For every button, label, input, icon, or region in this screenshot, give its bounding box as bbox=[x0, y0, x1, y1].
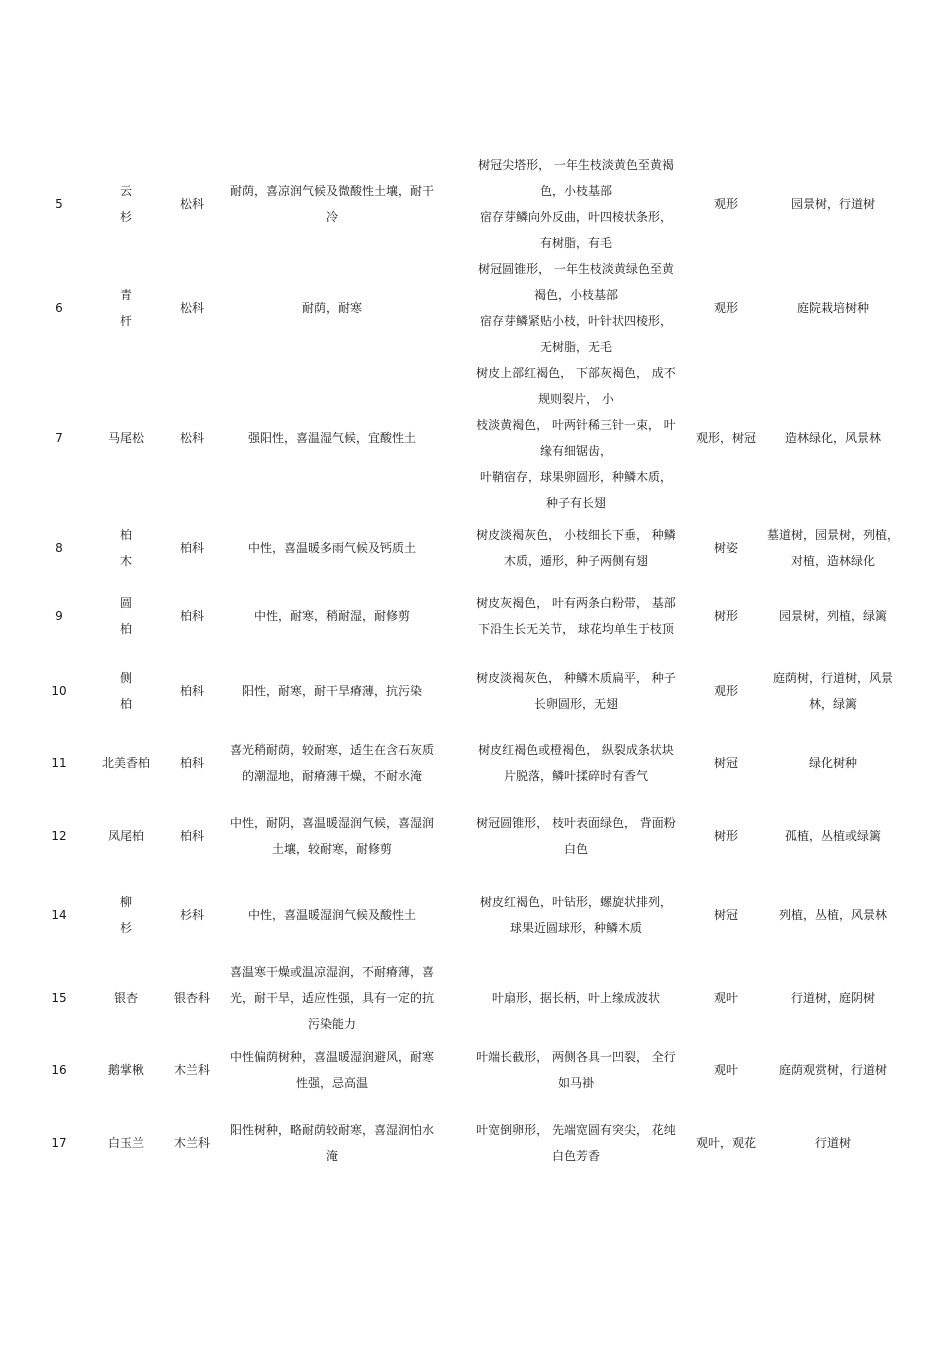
habit-cell bbox=[218, 584, 446, 648]
habit-line: 中性，耐寒，稍耐湿，耐修剪 bbox=[253, 609, 410, 623]
observe-cell bbox=[688, 648, 764, 734]
family-name: 松科 bbox=[179, 301, 204, 315]
morphology-line: 叶宽倒卵形， 先端宽圆有突尖， 花纯 bbox=[476, 1123, 676, 1137]
habit-line: 耐荫，喜凉润气候及微酸性土壤，耐干 bbox=[229, 184, 434, 198]
morphology-line: 褐色，小枝基部 bbox=[533, 288, 618, 302]
table-row bbox=[0, 648, 950, 734]
species-name: 云 杉 bbox=[119, 184, 146, 224]
use-cell bbox=[762, 872, 904, 958]
habit-cell bbox=[218, 734, 446, 792]
use-line: 绿化树种 bbox=[808, 756, 857, 770]
observe-line: 树冠 bbox=[713, 908, 738, 922]
family-name: 木兰科 bbox=[173, 1063, 210, 1077]
use-cell bbox=[762, 800, 904, 872]
morphology-line: 树冠圆锥形， 一年生枝淡黄绿色至黄 bbox=[478, 262, 674, 276]
row-number: 6 bbox=[55, 301, 63, 315]
morphology-cell bbox=[462, 584, 690, 648]
row-number: 8 bbox=[55, 541, 63, 555]
use-cell bbox=[762, 256, 904, 360]
morphology-cell bbox=[462, 734, 690, 792]
table-row bbox=[0, 958, 950, 1038]
use-line: 行道树 bbox=[814, 1136, 851, 1150]
row-number: 5 bbox=[55, 197, 63, 211]
row-number: 12 bbox=[51, 829, 67, 843]
family-name: 木兰科 bbox=[173, 1136, 210, 1150]
use-cell bbox=[762, 958, 904, 1038]
table-row bbox=[0, 152, 950, 256]
row-number: 9 bbox=[55, 609, 63, 623]
morphology-cell bbox=[462, 518, 690, 578]
species-name: 柏 木 bbox=[119, 528, 146, 568]
family-name: 柏科 bbox=[179, 684, 204, 698]
family-name: 柏科 bbox=[179, 829, 204, 843]
habit-line: 阳性，耐寒，耐干旱瘠薄，抗污染 bbox=[241, 684, 422, 698]
habit-line: 性强，忌高温 bbox=[295, 1076, 368, 1090]
use-line: 庭院栽培树种 bbox=[796, 301, 869, 315]
habit-line: 光，耐干旱，适应性强，具有一定的抗 bbox=[229, 991, 434, 1005]
observe-cell bbox=[688, 256, 764, 360]
species-name: 侧 柏 bbox=[119, 671, 146, 711]
observe-cell bbox=[688, 584, 764, 648]
habit-line: 中性，喜温暖湿润气候及酸性土 bbox=[247, 908, 416, 922]
family-name: 松科 bbox=[179, 431, 204, 445]
row-number: 17 bbox=[51, 1136, 67, 1150]
morphology-cell bbox=[462, 152, 690, 256]
morphology-line: 下沿生长无关节， 球花均单生于枝顶 bbox=[478, 622, 674, 636]
morphology-line: 木质，遁形，种子两侧有翅 bbox=[503, 554, 648, 568]
habit-line: 耐荫，耐寒 bbox=[301, 301, 362, 315]
morphology-line: 缘有细锯齿， bbox=[539, 444, 612, 458]
observe-cell bbox=[688, 518, 764, 578]
use-cell bbox=[762, 584, 904, 648]
family-name: 柏科 bbox=[179, 609, 204, 623]
table-row bbox=[0, 800, 950, 872]
morphology-line: 树皮淡褐灰色， 小枝细长下垂， 种鳞 bbox=[476, 528, 676, 542]
habit-line: 阳性树种，略耐荫较耐寒，喜湿润怕水 bbox=[229, 1123, 434, 1137]
use-cell bbox=[762, 1102, 904, 1184]
morphology-line: 无树脂，无毛 bbox=[539, 340, 612, 354]
observe-line: 观叶，观花 bbox=[695, 1136, 756, 1150]
habit-line: 强阳性，喜温湿气候，宜酸性土 bbox=[247, 431, 416, 445]
species-name: 鹅掌楸 bbox=[107, 1063, 144, 1077]
habit-line: 淹 bbox=[325, 1149, 338, 1163]
use-line: 墓道树，园景树，列植， bbox=[766, 528, 899, 542]
habit-line: 的潮湿地，耐瘠薄干燥，不耐水淹 bbox=[241, 769, 422, 783]
morphology-line: 规则裂片， 小 bbox=[538, 392, 614, 406]
species-name: 银杏 bbox=[113, 991, 138, 1005]
observe-cell bbox=[688, 360, 764, 516]
morphology-line: 树皮红褐色，叶钻形，螺旋状排列， bbox=[479, 895, 672, 909]
morphology-line: 白色芳香 bbox=[551, 1149, 600, 1163]
morphology-line: 叶鞘宿存，球果卵圆形，种鳞木质， bbox=[479, 470, 672, 484]
morphology-cell bbox=[462, 958, 690, 1038]
observe-cell bbox=[688, 734, 764, 792]
use-line: 林，绿篱 bbox=[808, 697, 857, 711]
observe-line: 树姿 bbox=[713, 541, 738, 555]
table-row bbox=[0, 1102, 950, 1184]
family-name: 银杏科 bbox=[173, 991, 210, 1005]
use-line: 列植，丛植，风景林 bbox=[778, 908, 887, 922]
row-number: 11 bbox=[51, 756, 67, 770]
morphology-line: 叶端长截形， 两侧各具一凹裂， 全行 bbox=[476, 1050, 676, 1064]
table-row bbox=[0, 1038, 950, 1102]
morphology-line: 如马褂 bbox=[557, 1076, 594, 1090]
habit-cell bbox=[218, 1102, 446, 1184]
habit-line: 中性，耐阴，喜温暖湿润气候，喜湿润 bbox=[229, 816, 434, 830]
morphology-line: 树皮红褐色或橙褐色， 纵裂成条状块 bbox=[478, 743, 674, 757]
use-line: 行道树，庭阴树 bbox=[790, 991, 875, 1005]
habit-cell bbox=[218, 958, 446, 1038]
use-line: 孤植，丛植或绿篱 bbox=[784, 829, 881, 843]
habit-cell bbox=[218, 648, 446, 734]
family-name: 松科 bbox=[179, 197, 204, 211]
morphology-line: 球果近圆球形，种鳞木质 bbox=[509, 921, 642, 935]
habit-line: 中性，喜温暖多雨气候及钙质土 bbox=[247, 541, 416, 555]
habit-cell bbox=[218, 1038, 446, 1102]
table-row bbox=[0, 584, 950, 648]
table-row bbox=[0, 256, 950, 360]
habit-line: 土壤，较耐寒，耐修剪 bbox=[271, 842, 392, 856]
species-name: 凤尾柏 bbox=[107, 829, 144, 843]
habit-cell bbox=[218, 256, 446, 360]
morphology-line: 枝淡黄褐色， 叶两针稀三针一束， 叶 bbox=[476, 418, 676, 432]
morphology-line: 树皮灰褐色， 叶有两条白粉带， 基部 bbox=[476, 596, 676, 610]
species-name: 北美香柏 bbox=[101, 756, 150, 770]
use-cell bbox=[762, 648, 904, 734]
morphology-line: 片脱落，鳞叶揉碎时有香气 bbox=[503, 769, 648, 783]
use-line: 庭荫树，行道树，风景 bbox=[772, 671, 893, 685]
use-cell bbox=[762, 734, 904, 792]
observe-line: 树形 bbox=[713, 609, 738, 623]
habit-line: 冷 bbox=[325, 210, 338, 224]
observe-line: 观形 bbox=[713, 684, 738, 698]
morphology-cell bbox=[462, 1102, 690, 1184]
observe-cell bbox=[688, 800, 764, 872]
observe-cell bbox=[688, 1102, 764, 1184]
morphology-line: 白色 bbox=[563, 842, 588, 856]
observe-cell bbox=[688, 872, 764, 958]
morphology-line: 树皮淡褐灰色， 种鳞木质扁平， 种子 bbox=[476, 671, 676, 685]
observe-cell bbox=[688, 1038, 764, 1102]
morphology-cell bbox=[462, 1038, 690, 1102]
observe-line: 观形，树冠 bbox=[695, 431, 756, 445]
habit-cell bbox=[218, 518, 446, 578]
observe-line: 观叶 bbox=[713, 1063, 738, 1077]
species-name: 白玉兰 bbox=[107, 1136, 144, 1150]
observe-line: 观形 bbox=[713, 197, 738, 211]
morphology-line: 长卵圆形，无翅 bbox=[533, 697, 618, 711]
morphology-cell bbox=[462, 360, 690, 516]
morphology-line: 叶扇形，据长柄，叶上缘成波状 bbox=[491, 991, 660, 1005]
morphology-cell bbox=[462, 800, 690, 872]
observe-line: 树冠 bbox=[713, 756, 738, 770]
observe-line: 观叶 bbox=[713, 991, 738, 1005]
table-row bbox=[0, 734, 950, 792]
morphology-cell bbox=[462, 872, 690, 958]
row-number: 14 bbox=[51, 908, 67, 922]
morphology-line: 有树脂，有毛 bbox=[539, 236, 612, 250]
row-number: 7 bbox=[55, 431, 63, 445]
row-number: 15 bbox=[51, 991, 67, 1005]
use-cell bbox=[762, 360, 904, 516]
morphology-line: 种子有长翅 bbox=[545, 496, 606, 510]
table-row bbox=[0, 872, 950, 958]
habit-cell bbox=[218, 800, 446, 872]
habit-line: 中性偏荫树种，喜温暖湿润避风，耐寒 bbox=[229, 1050, 434, 1064]
observe-line: 观形 bbox=[713, 301, 738, 315]
use-cell bbox=[762, 1038, 904, 1102]
use-line: 园景树，列植，绿篱 bbox=[778, 609, 887, 623]
table-row bbox=[0, 360, 950, 516]
morphology-line: 色，小枝基部 bbox=[539, 184, 612, 198]
habit-line: 喜光稍耐荫，较耐寒，适生在含石灰质 bbox=[229, 743, 434, 757]
observe-cell bbox=[688, 152, 764, 256]
habit-cell bbox=[218, 152, 446, 256]
row-number: 10 bbox=[51, 684, 67, 698]
row-number: 16 bbox=[51, 1063, 67, 1077]
morphology-line: 宿存芽鳞向外反曲，叶四棱状条形， bbox=[479, 210, 672, 224]
habit-line: 喜温寒干燥或温凉湿润，不耐瘠薄，喜 bbox=[229, 965, 434, 979]
use-line: 对植，造林绿化 bbox=[790, 554, 875, 568]
use-line: 庭荫观赏树，行道树 bbox=[778, 1063, 887, 1077]
species-name: 柳 杉 bbox=[119, 895, 146, 935]
use-line: 园景树，行道树 bbox=[790, 197, 875, 211]
habit-cell bbox=[218, 872, 446, 958]
morphology-line: 树冠尖塔形， 一年生枝淡黄色至黄褐 bbox=[478, 158, 674, 172]
habit-line: 污染能力 bbox=[307, 1017, 356, 1031]
observe-line: 树形 bbox=[713, 829, 738, 843]
observe-cell bbox=[688, 958, 764, 1038]
morphology-cell bbox=[462, 648, 690, 734]
use-cell bbox=[762, 152, 904, 256]
morphology-cell bbox=[462, 256, 690, 360]
table-row bbox=[0, 518, 950, 578]
use-line: 造林绿化，风景林 bbox=[784, 431, 881, 445]
species-name: 圆 柏 bbox=[119, 596, 146, 636]
family-name: 杉科 bbox=[179, 908, 204, 922]
species-name: 马尾松 bbox=[107, 431, 144, 445]
morphology-line: 宿存芽鳞紧贴小枝，叶针状四棱形， bbox=[479, 314, 672, 328]
family-name: 柏科 bbox=[179, 541, 204, 555]
morphology-line: 树冠圆锥形， 枝叶表面绿色， 背面粉 bbox=[476, 816, 676, 830]
morphology-line: 树皮上部红褐色， 下部灰褐色， 成不 bbox=[476, 366, 676, 380]
habit-cell bbox=[218, 360, 446, 516]
family-name: 柏科 bbox=[179, 756, 204, 770]
species-name: 青 杆 bbox=[119, 288, 146, 328]
use-cell bbox=[762, 518, 904, 578]
